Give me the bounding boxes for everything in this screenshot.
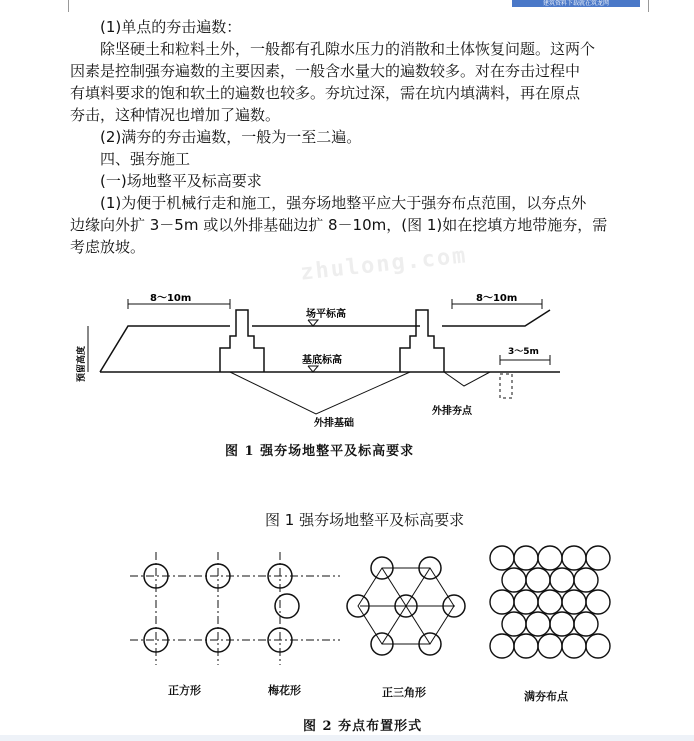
right-fill-slope bbox=[442, 310, 550, 326]
label-quincunx: 梅花形 bbox=[268, 684, 301, 697]
figure-1-scan-caption: 图 1 强夯场地整平及标高要求 bbox=[225, 444, 415, 459]
paragraph-line: (2)满夯的夯击遍数，一般为一至二遍。 bbox=[100, 128, 362, 146]
figure-1-diagram bbox=[77, 290, 580, 430]
base-level-symbol bbox=[308, 366, 318, 372]
triangle-pattern bbox=[347, 557, 465, 655]
paragraph-line: 有填料要求的饱和软土的遍数也较多。夯坑过深，需在坑内填满料，再在原点 bbox=[70, 84, 581, 102]
paragraph-line: 边缘向外扩 3－5m 或以外排基础边扩 8－10m，(图 1)如在挖填方地带施夯，需 bbox=[70, 216, 608, 234]
left-foundation bbox=[220, 310, 264, 372]
paragraph-line: 除坚硬土和粒料土外，一般都有孔隙水压力的消散和土体恢复问题。这两个 bbox=[100, 40, 596, 58]
full-compaction-pattern bbox=[490, 546, 610, 658]
reserved-height-label: 预留高度 bbox=[77, 345, 87, 382]
dim-small-label: 3～5m bbox=[508, 347, 539, 357]
paragraph-line: 夯击，这种情况也增加了遍数。 bbox=[70, 106, 281, 124]
paragraph-line: (1)单点的夯击遍数： bbox=[100, 18, 242, 36]
finish-level-label: 场平标高 bbox=[306, 309, 346, 320]
dim-left-label: 8～10m bbox=[150, 293, 192, 304]
paragraph-line: (1)为便于机械行走和施工，强夯场地整平应大于强夯布点范围，以夯点外 bbox=[100, 194, 587, 212]
outer-point-label: 外排夯点 bbox=[432, 406, 472, 417]
finish-level-symbol bbox=[308, 320, 318, 326]
label-square: 正方形 bbox=[168, 684, 201, 697]
outer-foundation-pointer bbox=[230, 372, 410, 414]
base-level-label: 基底标高 bbox=[302, 355, 342, 366]
outer-compaction-point-marker bbox=[500, 374, 512, 398]
outer-foundation-label: 外排基础 bbox=[314, 418, 354, 429]
figure-2-caption: 图 2 夯点布置形式 bbox=[303, 719, 423, 734]
subsection-heading: (一)场地整平及标高要求 bbox=[100, 172, 262, 190]
paragraph-line: 考虑放坡。 bbox=[70, 238, 146, 256]
right-foundation bbox=[400, 310, 444, 372]
dim-right-label: 8～10m bbox=[476, 293, 518, 304]
watermark: zhulong.com bbox=[299, 243, 469, 286]
outer-point-pointer bbox=[444, 372, 490, 386]
section-heading: 四、强夯施工 bbox=[100, 150, 191, 168]
bottom-bar bbox=[0, 735, 694, 741]
square-pattern bbox=[130, 552, 340, 665]
figure-2-diagram bbox=[130, 540, 630, 670]
label-full-compaction: 满夯布点 bbox=[524, 690, 568, 703]
paragraph-line: 因素是控制强夯遍数的主要因素，一般含水量大的遍数较多。对在夯击过程中 bbox=[70, 62, 581, 80]
page-corner-mark-left bbox=[68, 0, 69, 12]
label-triangle: 正三角形 bbox=[382, 686, 426, 699]
left-fill-slope bbox=[100, 326, 230, 372]
figure-1-caption: 图 1 强夯场地整平及标高要求 bbox=[265, 511, 465, 529]
page-corner-mark-right bbox=[648, 0, 649, 12]
document-body bbox=[70, 16, 654, 258]
header-stamp: 建筑资料下载就在筑龙网 bbox=[512, 0, 640, 7]
